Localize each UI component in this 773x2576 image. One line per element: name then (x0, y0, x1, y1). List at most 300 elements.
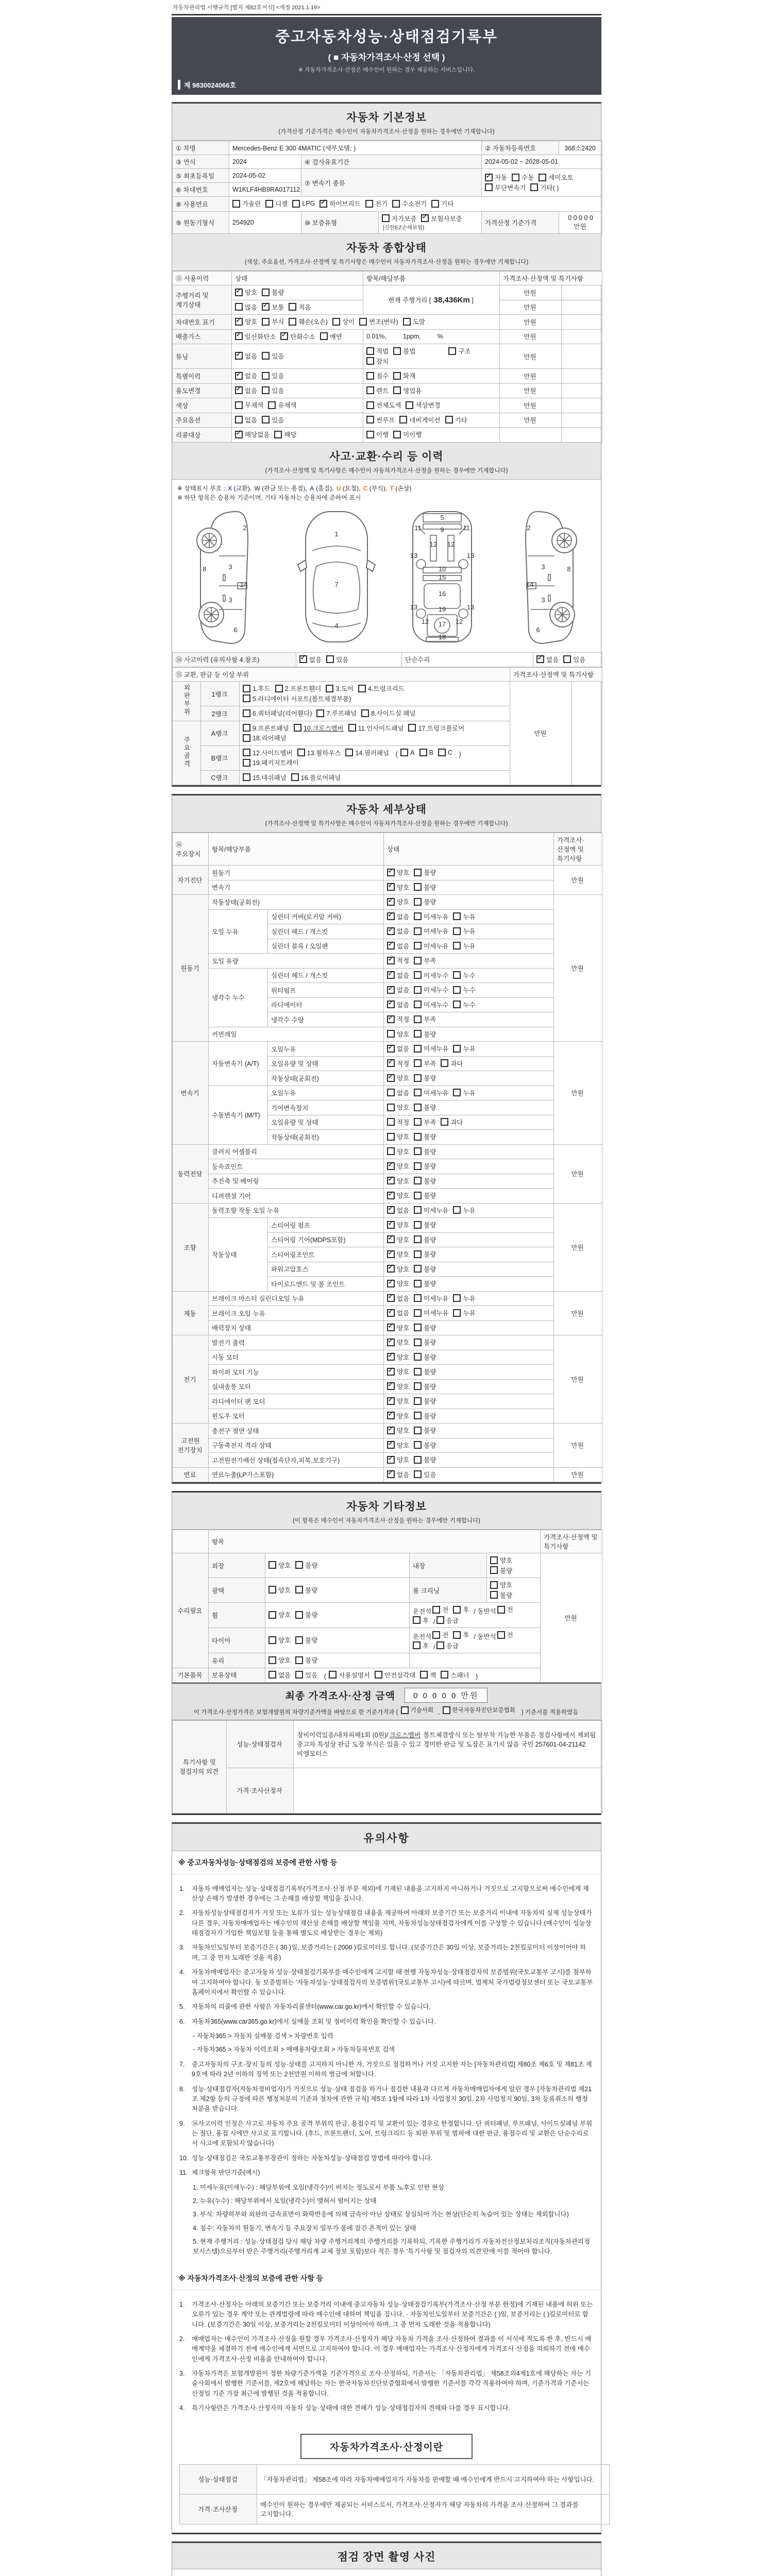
checkbox-양호[interactable] (387, 1191, 409, 1200)
checkbox-유채색[interactable] (268, 400, 296, 410)
checkbox-색상변경[interactable] (406, 400, 440, 410)
checkbox-미세누수[interactable] (414, 1000, 448, 1009)
checkbox-box[interactable] (420, 1671, 428, 1679)
checkbox-없음[interactable] (387, 1000, 409, 1009)
checkbox-양호[interactable] (387, 1382, 409, 1391)
checkbox-box[interactable] (295, 1656, 303, 1664)
checkbox-box[interactable] (387, 957, 395, 964)
checkbox-box[interactable] (400, 749, 408, 756)
checkbox-적법[interactable] (366, 346, 389, 355)
checkbox-box[interactable] (490, 1581, 498, 1589)
checkbox-2.프론트휀더[interactable] (275, 684, 322, 693)
checkbox-box[interactable] (453, 942, 461, 950)
checkbox-불량[interactable] (414, 1235, 436, 1244)
checkbox-box[interactable] (268, 1671, 276, 1679)
checkbox-누유[interactable] (453, 1308, 475, 1317)
checkbox-box[interactable] (490, 1591, 498, 1599)
checkbox-없음[interactable] (387, 1470, 409, 1479)
checkbox-화재[interactable] (393, 371, 415, 380)
checkbox-box[interactable] (316, 709, 324, 717)
checkbox-box[interactable] (393, 372, 401, 380)
checkbox-없음[interactable] (387, 1308, 409, 1317)
checkbox-box[interactable] (490, 1566, 498, 1574)
checkbox-box[interactable] (539, 174, 546, 181)
checkbox-미세누유[interactable] (414, 1044, 448, 1053)
checkbox-상이[interactable] (332, 317, 355, 326)
checkbox-없음[interactable] (235, 351, 257, 361)
checkbox-누수[interactable] (453, 985, 475, 994)
checkbox-box[interactable] (453, 986, 461, 994)
checkbox-box[interactable] (414, 1382, 422, 1390)
checkbox-box[interactable] (387, 1397, 395, 1405)
checkbox-미세누유[interactable] (414, 1294, 448, 1303)
checkbox-box[interactable] (431, 200, 439, 208)
checkbox-box[interactable] (387, 1118, 395, 1126)
checkbox-box[interactable] (393, 347, 401, 355)
checkbox-양호[interactable] (235, 317, 257, 326)
checkbox-1.후드[interactable] (243, 684, 271, 693)
checkbox-네비게이션[interactable] (399, 415, 440, 425)
checkbox-box[interactable] (268, 1561, 276, 1569)
checkbox-세미오토[interactable] (539, 173, 573, 182)
checkbox-box[interactable] (453, 1631, 461, 1639)
checkbox-box[interactable] (366, 431, 374, 438)
checkbox-box[interactable] (393, 386, 401, 394)
checkbox-없음[interactable] (387, 1044, 409, 1053)
checkbox-있음[interactable] (414, 1470, 436, 1479)
checkbox-기술사회[interactable] (401, 1706, 433, 1714)
checkbox-box[interactable] (414, 1235, 422, 1243)
checkbox-매연[interactable] (320, 332, 342, 341)
checkbox-box[interactable] (414, 1192, 422, 1199)
checkbox-box[interactable] (295, 1561, 303, 1569)
checkbox-box[interactable] (414, 1015, 422, 1023)
checkbox-한국자동차진단보증협회[interactable] (443, 1706, 515, 1714)
checkbox-box[interactable] (366, 401, 374, 409)
checkbox-box[interactable] (432, 1631, 440, 1639)
checkbox-후[interactable] (413, 1616, 429, 1625)
checkbox-box[interactable] (387, 927, 395, 935)
checkbox-box[interactable] (366, 386, 374, 394)
checkbox-보험사보증[interactable] (421, 214, 462, 223)
checkbox-box[interactable] (375, 1671, 382, 1679)
checkbox-불량[interactable] (295, 1635, 317, 1645)
checkbox-양호[interactable] (387, 883, 409, 892)
checkbox-box[interactable] (414, 927, 422, 935)
checkbox-양호[interactable] (387, 1249, 409, 1259)
checkbox-A[interactable] (400, 749, 414, 756)
checkbox-box[interactable] (443, 1706, 450, 1714)
checkbox-불량[interactable] (414, 1249, 436, 1259)
checkbox-누유[interactable] (453, 941, 475, 951)
checkbox-box[interactable] (453, 1309, 461, 1317)
checkbox-box[interactable] (387, 1177, 395, 1184)
checkbox-불량[interactable] (414, 1161, 436, 1171)
checkbox-침수[interactable] (366, 371, 389, 380)
checkbox-box[interactable] (414, 883, 422, 891)
checkbox-안전삼각대[interactable] (375, 1670, 415, 1680)
checkbox-양호[interactable] (387, 1455, 409, 1464)
checkbox-box[interactable] (445, 416, 453, 423)
checkbox-누유[interactable] (453, 1206, 475, 1215)
checkbox-썬루프[interactable] (366, 415, 395, 425)
checkbox-있음[interactable] (262, 351, 284, 361)
checkbox-box[interactable] (414, 1045, 422, 1053)
checkbox-box[interactable] (387, 1470, 395, 1478)
checkbox-box[interactable] (421, 214, 429, 222)
checkbox-box[interactable] (485, 174, 493, 181)
checkbox-box[interactable] (268, 1636, 276, 1644)
checkbox-box[interactable] (387, 1162, 395, 1170)
checkbox-box[interactable] (387, 971, 395, 979)
checkbox-box[interactable] (243, 773, 250, 781)
checkbox-box[interactable] (387, 898, 395, 906)
checkbox-box[interactable] (297, 749, 305, 756)
checkbox-box[interactable] (401, 1706, 409, 1714)
checkbox-box[interactable] (387, 1368, 395, 1376)
checkbox-양호[interactable] (268, 1655, 291, 1665)
checkbox-box[interactable] (414, 1368, 422, 1376)
checkbox-box[interactable] (289, 318, 296, 326)
checkbox-box[interactable] (432, 1606, 440, 1614)
checkbox-box[interactable] (280, 332, 288, 340)
checkbox-box[interactable] (365, 200, 373, 208)
checkbox-수동[interactable] (512, 173, 534, 182)
checkbox-box[interactable] (387, 1221, 395, 1229)
checkbox-box[interactable] (387, 986, 395, 994)
checkbox-불량[interactable] (414, 1455, 436, 1464)
checkbox-응급[interactable] (436, 1616, 459, 1625)
checkbox-4.트렁크리드[interactable] (358, 684, 405, 693)
checkbox-box[interactable] (387, 1192, 395, 1199)
checkbox-box[interactable] (243, 694, 250, 702)
checkbox-box[interactable] (414, 1221, 422, 1229)
checkbox-보통[interactable] (262, 302, 284, 312)
checkbox-없음[interactable] (387, 1294, 409, 1303)
checkbox-box[interactable] (414, 1059, 422, 1067)
checkbox-box[interactable] (414, 912, 422, 920)
checkbox-양호[interactable] (268, 1635, 291, 1645)
checkbox-box[interactable] (320, 332, 328, 340)
checkbox-양호[interactable] (268, 1561, 291, 1570)
checkbox-box[interactable] (414, 1250, 422, 1258)
checkbox-전[interactable] (497, 1605, 513, 1614)
checkbox-불량[interactable] (295, 1561, 317, 1570)
checkbox-적음[interactable] (289, 302, 311, 312)
checkbox-양호[interactable] (387, 1161, 409, 1171)
checkbox-box[interactable] (419, 749, 427, 756)
checkbox-box[interactable] (387, 1324, 395, 1331)
checkbox-box[interactable] (262, 289, 270, 296)
checkbox-양호[interactable] (387, 1235, 409, 1244)
checkbox-box[interactable] (453, 1294, 461, 1302)
checkbox-box[interactable] (441, 1118, 448, 1126)
checkbox-box[interactable] (295, 1586, 303, 1594)
checkbox-양호[interactable] (387, 1147, 409, 1156)
checkbox-box[interactable] (295, 1636, 303, 1644)
checkbox-box[interactable] (387, 1104, 395, 1111)
checkbox-불량[interactable] (414, 883, 436, 892)
checkbox-box[interactable] (387, 1294, 395, 1302)
checkbox-box[interactable] (414, 1162, 422, 1170)
checkbox-장치[interactable] (366, 357, 389, 366)
checkbox-box[interactable] (359, 318, 367, 326)
checkbox-불량[interactable] (414, 1132, 436, 1141)
checkbox-box[interactable] (275, 685, 283, 692)
checkbox-box[interactable] (348, 724, 356, 732)
checkbox-양호[interactable] (387, 1279, 409, 1288)
checkbox-box[interactable] (387, 1001, 395, 1008)
checkbox-box[interactable] (235, 318, 243, 326)
checkbox-box[interactable] (299, 655, 307, 663)
checkbox-box[interactable] (366, 347, 374, 355)
checkbox-box[interactable] (453, 1089, 461, 1096)
checkbox-양호[interactable] (387, 1367, 409, 1376)
checkbox-자동[interactable] (485, 173, 507, 182)
checkbox-누유[interactable] (453, 912, 475, 921)
checkbox-15.대쉬패널[interactable] (243, 773, 287, 782)
checkbox-box[interactable] (387, 869, 395, 876)
checkbox-box[interactable] (387, 1147, 395, 1155)
checkbox-box[interactable] (414, 1309, 422, 1317)
checkbox-양호[interactable] (268, 1585, 291, 1595)
checkbox-box[interactable] (274, 431, 282, 438)
checkbox-box[interactable] (382, 214, 390, 222)
checkbox-부식[interactable] (262, 317, 284, 326)
checkbox-누수[interactable] (453, 971, 475, 980)
checkbox-box[interactable] (235, 401, 243, 409)
checkbox-box[interactable] (414, 942, 422, 950)
checkbox-box[interactable] (268, 1586, 276, 1594)
checkbox-11.인사이드패널[interactable] (348, 723, 404, 733)
checkbox-불량[interactable] (414, 1073, 436, 1082)
checkbox-box[interactable] (326, 655, 334, 663)
checkbox-양호[interactable] (490, 1555, 512, 1565)
checkbox-양호[interactable] (387, 1220, 409, 1229)
checkbox-box[interactable] (490, 1556, 498, 1564)
checkbox-box[interactable] (414, 869, 422, 876)
checkbox-많음[interactable] (235, 302, 257, 312)
checkbox-17.트렁크플로어[interactable] (408, 723, 464, 733)
checkbox-없음[interactable] (299, 655, 322, 664)
checkbox-양호[interactable] (490, 1580, 512, 1589)
checkbox-양호[interactable] (387, 897, 409, 906)
checkbox-box[interactable] (387, 1015, 395, 1023)
checkbox-box[interactable] (453, 912, 461, 920)
checkbox-box[interactable] (262, 352, 270, 360)
checkbox-box[interactable] (387, 1030, 395, 1038)
checkbox-box[interactable] (387, 1250, 395, 1258)
checkbox-12.사이드멤버[interactable] (243, 748, 293, 757)
checkbox-box[interactable] (387, 1059, 395, 1067)
checkbox-box[interactable] (291, 773, 299, 781)
checkbox-불량[interactable] (414, 1147, 436, 1156)
checkbox-양호[interactable] (387, 1352, 409, 1362)
checkbox-양호[interactable] (387, 1264, 409, 1274)
checkbox-box[interactable] (453, 1001, 461, 1008)
checkbox-기타[interactable] (445, 415, 467, 425)
checkbox-미세누유[interactable] (414, 941, 448, 951)
checkbox-있음[interactable] (563, 655, 585, 664)
checkbox-일산화탄소[interactable] (235, 332, 276, 341)
checkbox-전[interactable] (432, 1605, 448, 1614)
checkbox-스패너[interactable] (441, 1670, 469, 1680)
checkbox-전[interactable] (497, 1630, 513, 1639)
checkbox-훼손(오손)[interactable] (289, 317, 328, 326)
checkbox-box[interactable] (453, 971, 461, 979)
checkbox-영업용[interactable] (393, 386, 422, 395)
checkbox-box[interactable] (414, 1456, 422, 1464)
checkbox-10.크로스멤버[interactable] (294, 723, 344, 733)
checkbox-양호[interactable] (387, 1132, 409, 1141)
checkbox-box[interactable] (235, 289, 243, 296)
checkbox-불량[interactable] (414, 1411, 436, 1420)
checkbox-box[interactable] (414, 1338, 422, 1346)
checkbox-6.쿼터패널(리어휀다)[interactable] (243, 708, 312, 718)
checkbox-box[interactable] (414, 1104, 422, 1111)
checkbox-양호[interactable] (387, 1426, 409, 1435)
checkbox-불량[interactable] (414, 1176, 436, 1185)
checkbox-전체도색[interactable] (366, 400, 401, 410)
checkbox-box[interactable] (413, 1616, 421, 1624)
checkbox-box[interactable] (399, 416, 407, 423)
checkbox-box[interactable] (414, 1427, 422, 1434)
checkbox-box[interactable] (329, 1671, 337, 1679)
checkbox-box[interactable] (448, 347, 456, 355)
checkbox-없음[interactable] (387, 926, 409, 936)
checkbox-box[interactable] (403, 318, 411, 326)
checkbox-불량[interactable] (414, 1352, 436, 1362)
checkbox-box[interactable] (235, 431, 243, 438)
checkbox-있음[interactable] (262, 371, 284, 380)
checkbox-box[interactable] (453, 1045, 461, 1053)
checkbox-없음[interactable] (235, 386, 257, 395)
checkbox-미세누수[interactable] (414, 985, 448, 994)
checkbox-box[interactable] (361, 709, 369, 717)
checkbox-box[interactable] (408, 724, 416, 732)
checkbox-box[interactable] (295, 1611, 303, 1619)
checkbox-box[interactable] (441, 1671, 448, 1679)
checkbox-미세누유[interactable] (414, 1206, 448, 1215)
checkbox-box[interactable] (262, 386, 270, 394)
checkbox-자가보증[interactable] (382, 214, 416, 223)
checkbox-box[interactable] (387, 1412, 395, 1419)
checkbox-19.패키지트레이[interactable] (243, 758, 299, 767)
checkbox-이행[interactable] (366, 430, 389, 439)
checkbox-사용설명서[interactable] (329, 1670, 369, 1680)
checkbox-box[interactable] (243, 724, 250, 732)
checkbox-미세누유[interactable] (414, 926, 448, 936)
checkbox-없음[interactable] (387, 985, 409, 994)
checkbox-양호[interactable] (387, 1103, 409, 1112)
checkbox-수소전기[interactable] (392, 199, 427, 208)
checkbox-box[interactable] (536, 655, 544, 663)
checkbox-기타[interactable] (431, 199, 453, 208)
checkbox-box[interactable] (436, 1616, 444, 1624)
checkbox-해당없음[interactable] (235, 430, 270, 439)
checkbox-box[interactable] (530, 183, 538, 191)
checkbox-box[interactable] (414, 1118, 422, 1126)
checkbox-LPG[interactable] (292, 200, 315, 208)
checkbox-양호[interactable] (235, 287, 257, 297)
checkbox-미세누유[interactable] (414, 1088, 448, 1097)
checkbox-box[interactable] (243, 685, 250, 692)
checkbox-box[interactable] (268, 1656, 276, 1664)
checkbox-box[interactable] (235, 416, 243, 423)
checkbox-불량[interactable] (414, 1440, 436, 1450)
checkbox-없음[interactable] (235, 371, 257, 380)
checkbox-있음[interactable] (295, 1670, 317, 1680)
checkbox-적정[interactable] (387, 1059, 409, 1068)
checkbox-양호[interactable] (387, 1029, 409, 1039)
checkbox-없음[interactable] (387, 971, 409, 980)
checkbox-과다[interactable] (441, 1117, 463, 1127)
checkbox-box[interactable] (438, 749, 446, 756)
checkbox-box[interactable] (414, 1133, 422, 1141)
checkbox-box[interactable] (262, 416, 270, 423)
checkbox-3.도어[interactable] (326, 684, 354, 693)
checkbox-box[interactable] (414, 898, 422, 906)
checkbox-부족[interactable] (414, 956, 436, 965)
checkbox-미세누유[interactable] (414, 1308, 448, 1317)
checkbox-후[interactable] (453, 1630, 469, 1639)
checkbox-box[interactable] (414, 1294, 422, 1302)
checkbox-도말[interactable] (403, 317, 425, 326)
checkbox-양호[interactable] (387, 1440, 409, 1450)
checkbox-box[interactable] (326, 685, 333, 692)
checkbox-적정[interactable] (387, 1117, 409, 1127)
checkbox-box[interactable] (320, 200, 327, 208)
checkbox-box[interactable] (262, 303, 270, 311)
checkbox-box[interactable] (441, 1059, 448, 1067)
checkbox-미세누유[interactable] (414, 912, 448, 921)
checkbox-양호[interactable] (387, 1323, 409, 1332)
checkbox-box[interactable] (387, 1133, 395, 1141)
checkbox-누유[interactable] (453, 1294, 475, 1303)
checkbox-box[interactable] (414, 1265, 422, 1273)
checkbox-box[interactable] (414, 1470, 422, 1478)
checkbox-7.루프패널[interactable] (316, 708, 357, 718)
checkbox-box[interactable] (295, 1671, 303, 1679)
checkbox-box[interactable] (232, 200, 240, 208)
checkbox-box[interactable] (414, 1030, 422, 1038)
checkbox-있음[interactable] (326, 655, 348, 664)
checkbox-변조(변타)[interactable] (359, 317, 398, 326)
checkbox-후[interactable] (453, 1605, 469, 1614)
checkbox-box[interactable] (414, 1147, 422, 1155)
checkbox-렌트[interactable] (366, 386, 389, 395)
checkbox-있음[interactable] (262, 386, 284, 395)
checkbox-5.라디에이터 서포트(볼트체결부품)[interactable] (243, 694, 351, 703)
checkbox-있음[interactable] (262, 415, 284, 425)
checkbox-box[interactable] (387, 1265, 395, 1273)
checkbox-box[interactable] (387, 1045, 395, 1053)
checkbox-18.리어패널[interactable] (243, 733, 287, 742)
checkbox-미이행[interactable] (393, 430, 422, 439)
checkbox-불량[interactable] (490, 1590, 512, 1600)
checkbox-box[interactable] (497, 1631, 505, 1639)
checkbox-box[interactable] (414, 1089, 422, 1096)
checkbox-box[interactable] (436, 1641, 444, 1649)
checkbox-디젤[interactable] (265, 199, 288, 208)
checkbox-box[interactable] (235, 303, 243, 311)
checkbox-양호[interactable] (387, 1411, 409, 1420)
checkbox-box[interactable] (387, 1235, 395, 1243)
checkbox-탄화수소[interactable] (280, 332, 315, 341)
checkbox-box[interactable] (387, 1074, 395, 1082)
checkbox-무채색[interactable] (235, 400, 263, 410)
checkbox-양호[interactable] (268, 1610, 291, 1619)
